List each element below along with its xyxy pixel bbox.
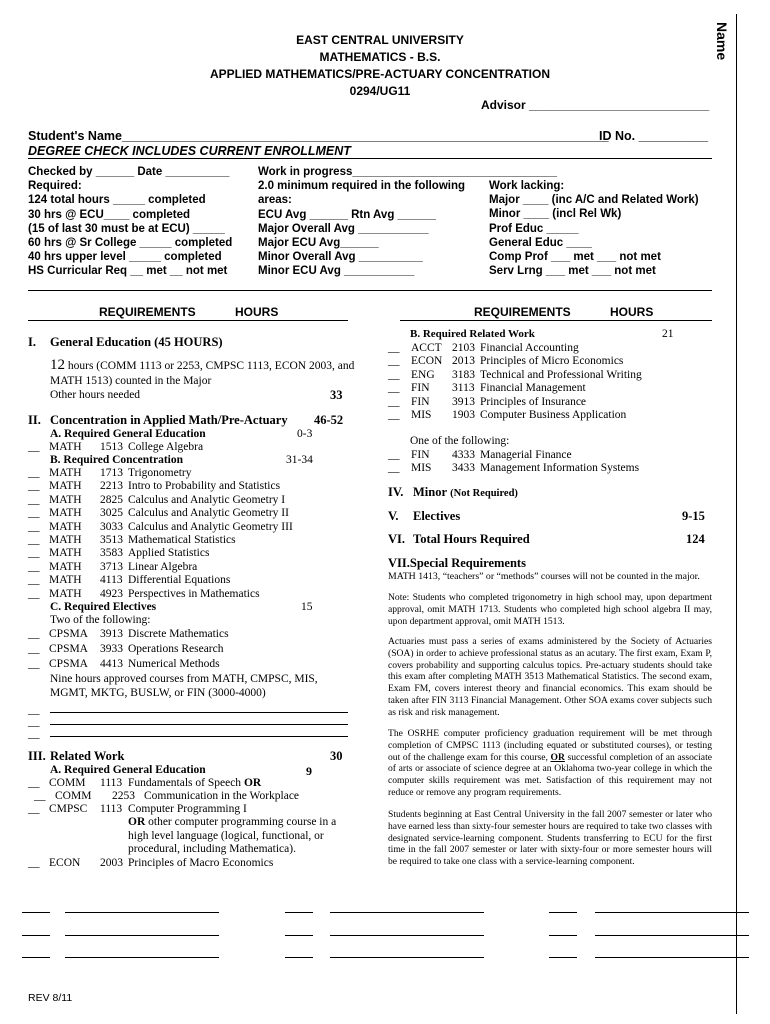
blank-check[interactable]: __: [28, 587, 40, 600]
status-line[interactable]: Minor Overall Avg __________: [258, 251, 423, 264]
degree-check-note: DEGREE CHECK INCLUDES CURRENT ENROLLMENT: [28, 144, 351, 158]
course-code: CPSMA: [49, 658, 88, 670]
course-title: Intro to Probability and Statistics: [128, 480, 281, 493]
course-number: 3025: [100, 507, 123, 520]
req-electives-hours: 15: [301, 601, 313, 613]
related-work-title: Related Work: [50, 749, 125, 763]
req-gen-ed-hours: 0-3: [297, 428, 313, 440]
university-title: EAST CENTRAL UNIVERSITY: [296, 33, 464, 47]
blank-check[interactable]: __: [388, 462, 400, 475]
requirements-header: REQUIREMENTS: [99, 305, 196, 319]
course-title: Perspectives in Mathematics: [128, 587, 260, 600]
status-line[interactable]: (15 of last 30 must be at ECU) _____: [28, 222, 225, 235]
course-number: 3713: [100, 560, 123, 573]
course-title: Principles of Macro Economics: [128, 857, 274, 869]
actuary-exams-note: Actuaries must pass a series of exams administered by the Society of Actuaries (SOA) in order to achieve professional status as an acutary. The first exam, Exam P, covers probability and supporting calculus topics. Pre-actuary students should take this exam after completing MATH 3513 Mathematical Statistics. The second exam, Exam FM, covers interest theory and financial economics. This exam should be taken after FIN 3113 Financial Management. Other SOA exams cover subjects such as risk and risk management.: [388, 636, 712, 718]
course-code: MIS: [411, 462, 432, 475]
two-of-label: Two of the following:: [50, 614, 151, 626]
course-code: MATH: [49, 493, 82, 506]
course-entry-line[interactable]: [595, 912, 749, 913]
course-entry-line[interactable]: [65, 912, 219, 913]
minor-heading: Minor (Not Required): [413, 485, 518, 499]
course-code: CPSMA: [49, 628, 88, 640]
course-title: Calculus and Analytic Geometry III: [128, 520, 293, 533]
course-code: ENG: [411, 368, 435, 381]
nine-hours-note-2: MGMT, MKTG, BUSLW, or FIN (3000-4000): [50, 687, 266, 699]
one-of-label: One of the following:: [410, 435, 510, 447]
course-title: Mathematical Statistics: [128, 534, 236, 546]
course-number: 4413: [100, 658, 123, 670]
hours-header: HOURS: [235, 305, 279, 319]
trig-note: Note: Students who completed trigonometry in high school may, upon department approval, omit MATH 1713. Students who completed high school algebra II may, upon department approval, omit MATH 1513.: [388, 592, 712, 627]
side-tab-border: [736, 14, 737, 1014]
status-line[interactable]: Major ECU Avg______: [258, 237, 379, 249]
course-number: 4333: [452, 449, 475, 461]
divider: [28, 290, 712, 291]
divider: [28, 158, 712, 159]
course-title: Operations Research: [128, 643, 224, 655]
course-number: 2213: [100, 480, 123, 493]
course-entry-line[interactable]: [65, 935, 219, 936]
course-number: 2253: [112, 790, 135, 802]
course-number: 4113: [100, 574, 123, 587]
blank-check[interactable]: __: [28, 803, 40, 815]
advisor-field[interactable]: Advisor ___________________________: [481, 98, 710, 112]
course-code: FIN: [411, 449, 430, 461]
blank-check[interactable]: __: [388, 449, 400, 461]
blank-check[interactable]: __: [28, 534, 40, 546]
status-line[interactable]: Prof Educ _____: [489, 222, 579, 235]
requirements-header-right: REQUIREMENTS: [474, 305, 571, 319]
total-hours-value: 124: [686, 532, 705, 546]
course-number: 3933: [100, 643, 123, 655]
course-code: COMM: [55, 790, 92, 802]
status-line[interactable]: Major Overall Avg ___________: [258, 222, 429, 235]
course-code: CPSMA: [49, 643, 88, 655]
blank-check[interactable]: __: [28, 728, 40, 740]
blank-check[interactable]: __: [388, 382, 400, 395]
related-work-hours: 30: [330, 749, 343, 763]
minor-roman: IV.: [388, 485, 404, 499]
grade-entry-line[interactable]: [22, 912, 50, 913]
revision-label: REV 8/11: [28, 992, 73, 1004]
degree-title: MATHEMATICS - B.S.: [319, 50, 441, 64]
course-title: Financial Management: [480, 382, 586, 395]
course-code: ECON: [49, 857, 81, 869]
status-line[interactable]: 124 total hours _____ completed: [28, 194, 206, 207]
course-title: Fundamentals of Speech OR: [128, 777, 262, 789]
course-number: 2003: [100, 857, 123, 869]
course-number: 2013: [452, 355, 475, 368]
course-number: 3433: [452, 462, 475, 475]
blank-check[interactable]: __: [28, 643, 40, 655]
status-line[interactable]: HS Curricular Req __ met __ not met: [28, 265, 228, 278]
hours-header-right: HOURS: [610, 305, 654, 319]
total-hours-title: Total Hours Required: [413, 532, 530, 546]
course-code: MATH: [49, 480, 82, 493]
section-roman: III.: [28, 749, 46, 763]
course-number: 1113: [100, 777, 123, 789]
course-number: 3033: [100, 520, 123, 533]
student-name-field[interactable]: Student's Name______________________________________________________________________: [28, 129, 609, 143]
blank-check[interactable]: __: [28, 777, 40, 789]
section-roman: II.: [28, 413, 41, 427]
course-code: MATH: [49, 441, 82, 453]
course-title: Differential Equations: [128, 574, 231, 587]
elective-entry-line[interactable]: [50, 712, 348, 713]
divider: [28, 320, 348, 321]
blank-check[interactable]: __: [28, 441, 40, 453]
course-number: 3583: [100, 547, 123, 560]
section-roman: I.: [28, 335, 36, 349]
course-title: Numerical Methods: [128, 658, 220, 670]
course-title: Communication in the Workplace: [144, 790, 300, 802]
course-title: College Algebra: [128, 441, 204, 453]
course-number: 2103: [452, 342, 475, 354]
course-code: MATH: [49, 467, 82, 479]
blank-check[interactable]: __: [28, 574, 40, 587]
special-requirements-title: VII.Special Requirements: [388, 556, 526, 570]
course-number: 4923: [100, 587, 123, 600]
course-title: Computer Programming I: [128, 803, 247, 815]
grade-entry-line[interactable]: [285, 935, 313, 936]
req-concentration-label: B. Required Concentration: [50, 454, 183, 466]
blank-check[interactable]: __: [388, 395, 400, 408]
status-line[interactable]: Major ____ (inc A/C and Related Work): [489, 194, 699, 207]
req-electives-label: C. Required Electives: [50, 601, 157, 613]
blank-check[interactable]: __: [28, 560, 40, 573]
blank-check[interactable]: __: [28, 507, 40, 520]
course-title: Trigonometry: [128, 467, 192, 479]
status-line[interactable]: 2.0 minimum required in the following: [258, 180, 466, 193]
req-concentration-hours: 31-34: [286, 454, 313, 466]
course-title: Principles of Insurance: [480, 395, 587, 408]
course-number: 3513: [100, 534, 123, 546]
status-line[interactable]: 40 hrs upper level _____ completed: [28, 251, 222, 264]
osrhe-note: The OSRHE computer proficiency graduation requirement will be met through completion of CMPSC 1113 (including equated or substituted courses), or testing out of the challenge exam for this course, OR successful completion of an associate of arts or associate of science degree at an Oklahoma two-year college in which the computer skills requirement was met. Satisfaction of this requirement may not reduce or remove any program requirements.: [388, 728, 712, 798]
blank-check[interactable]: __: [28, 704, 40, 716]
program-code: 0294/UG11: [349, 84, 411, 98]
blank-check[interactable]: __: [28, 467, 40, 479]
blank-check[interactable]: __: [28, 658, 40, 670]
grade-entry-line[interactable]: [22, 935, 50, 936]
status-line[interactable]: Work in progress________________________________: [258, 166, 558, 178]
concentration-title: APPLIED MATHEMATICS/PRE-ACTUARY CONCENTRATION: [210, 67, 550, 81]
special-requirements-note: MATH 1413, “teachers” or “methods” courses will not be counted in the major.: [388, 571, 700, 582]
course-title: Computer Business Application: [480, 409, 627, 421]
course-title: Calculus and Analytic Geometry II: [128, 507, 289, 520]
blank-check[interactable]: __: [28, 520, 40, 533]
course-entry-line[interactable]: [595, 957, 749, 958]
elective-entry-line[interactable]: [50, 724, 348, 725]
course-code: FIN: [411, 382, 430, 395]
service-learning-note: Students beginning at East Central University in the fall 2007 semester or later who have earned less than sixty-four semester hours are required to take two classes with designated service-learning component. Students transferring to ECU for the first time in the fall 2007 semester or later with sixty-four or more semester hours will be required to take one class with a service-learning component.: [388, 809, 712, 868]
grade-entry-line[interactable]: [285, 912, 313, 913]
status-line[interactable]: General Educ ____: [489, 236, 592, 249]
course-number: 1903: [452, 409, 475, 421]
side-tab-label: Name: [714, 22, 730, 61]
grade-entry-line[interactable]: [22, 957, 50, 958]
elective-entry-line[interactable]: [50, 736, 348, 737]
status-line[interactable]: 30 hrs @ ECU____ completed: [28, 208, 191, 221]
blank-check[interactable]: __: [28, 716, 40, 728]
course-number: 3913: [100, 628, 123, 640]
status-line[interactable]: 60 hrs @ Sr College _____ completed: [28, 237, 233, 249]
nine-hours-note: Nine hours approved courses from MATH, CMPSC, MIS,: [50, 673, 318, 685]
gen-ed-counted-note-2: MATH 1513) counted in the Major: [50, 375, 212, 387]
blank-check[interactable]: __: [28, 857, 40, 869]
course-number: 1113: [100, 803, 123, 815]
grade-entry-line[interactable]: [549, 957, 577, 958]
blank-check[interactable]: __: [28, 547, 40, 560]
course-code: MATH: [49, 560, 82, 573]
course-entry-line[interactable]: [330, 912, 484, 913]
course-number: 1513: [100, 441, 123, 453]
course-entry-line[interactable]: [595, 935, 749, 936]
course-number: 1713: [100, 467, 123, 479]
electives-roman: V.: [388, 509, 399, 523]
grade-entry-line[interactable]: [549, 935, 577, 936]
course-code: COMM: [49, 777, 86, 789]
course-code: ACCT: [411, 342, 442, 354]
course-title: Financial Accounting: [480, 342, 579, 354]
course-title: Technical and Professional Writing: [480, 368, 642, 381]
course-title: Linear Algebra: [128, 560, 198, 573]
course-title: Principles of Micro Economics: [480, 355, 624, 368]
course-code: MATH: [49, 507, 82, 520]
id-field[interactable]: ID No. __________: [599, 129, 709, 143]
course-code: MIS: [411, 409, 432, 421]
related-gen-ed-label: A. Required General Education: [50, 764, 206, 776]
status-line[interactable]: areas:: [258, 194, 292, 207]
blank-check[interactable]: __: [28, 480, 40, 493]
course-code: MATH: [49, 534, 82, 546]
course-code: MATH: [49, 574, 82, 587]
course-title: Applied Statistics: [128, 547, 210, 560]
status-line[interactable]: ECU Avg ______ Rtn Avg ______: [258, 208, 436, 221]
course-title: Managerial Finance: [480, 449, 572, 461]
cmpsc-alt-note-3: procedural, including Mathematica).: [128, 843, 296, 855]
gen-ed-counted-note: 12 hours (COMM 1113 or 2253, CMPSC 1113, ECON 2003, and: [50, 357, 355, 373]
course-title: Calculus and Analytic Geometry I: [128, 493, 286, 506]
blank-check[interactable]: __: [388, 342, 400, 354]
blank-check[interactable]: __: [28, 628, 40, 640]
status-line[interactable]: Minor ____ (incl Rel Wk): [489, 208, 622, 221]
divider: [400, 320, 712, 321]
req-related-work-label: B. Required Related Work: [410, 328, 535, 340]
total-roman: VI.: [388, 532, 406, 546]
blank-check[interactable]: __: [388, 355, 400, 368]
concentration-hours: 46-52: [314, 413, 344, 427]
course-code: MATH: [49, 587, 82, 600]
course-entry-line[interactable]: [330, 957, 484, 958]
status-line[interactable]: Serv Lrng ___ met ___ not met: [489, 265, 656, 278]
course-title: Management Information Systems: [480, 462, 640, 475]
electives-hours: 9-15: [682, 509, 705, 523]
course-number: 3183: [452, 368, 475, 381]
blank-check[interactable]: __: [388, 368, 400, 381]
blank-check[interactable]: __: [28, 493, 40, 506]
concentration-title: Concentration in Applied Math/Pre-Actuary: [50, 413, 288, 427]
status-line[interactable]: Checked by ______ Date __________: [28, 166, 230, 178]
req-related-work-hours: 21: [662, 328, 674, 340]
related-gen-ed-hours: 9: [306, 764, 312, 778]
course-code: MATH: [49, 547, 82, 560]
other-hours-label: Other hours needed: [50, 389, 141, 401]
course-number: 3913: [452, 395, 475, 408]
req-gen-ed-label: A. Required General Education: [50, 428, 206, 440]
course-code: MATH: [49, 520, 82, 533]
course-code: FIN: [411, 395, 430, 408]
course-entry-line[interactable]: [65, 957, 219, 958]
status-line[interactable]: Required:: [28, 180, 82, 193]
cmpsc-alt-note: OR other computer programming course in a: [128, 816, 337, 828]
course-number: 3113: [452, 382, 475, 395]
course-code: ECON: [411, 355, 443, 368]
other-hours-value: 33: [330, 388, 343, 402]
status-line[interactable]: Comp Prof ___ met ___ not met: [489, 251, 661, 263]
blank-check[interactable]: __: [34, 790, 46, 802]
blank-check[interactable]: __: [388, 409, 400, 421]
course-code: CMPSC: [49, 803, 88, 815]
electives-title: Electives: [413, 509, 461, 523]
course-title: Discrete Mathematics: [128, 628, 229, 640]
status-line[interactable]: Minor ECU Avg ___________: [258, 265, 415, 278]
course-number: 2825: [100, 493, 123, 506]
course-entry-line[interactable]: [330, 935, 484, 936]
grade-entry-line[interactable]: [285, 957, 313, 958]
status-line[interactable]: Work lacking:: [489, 180, 565, 192]
grade-entry-line[interactable]: [549, 912, 577, 913]
cmpsc-alt-note-2: high level language (logical, functional, or: [128, 830, 324, 842]
gen-ed-title: General Education (45 HOURS): [50, 335, 223, 349]
